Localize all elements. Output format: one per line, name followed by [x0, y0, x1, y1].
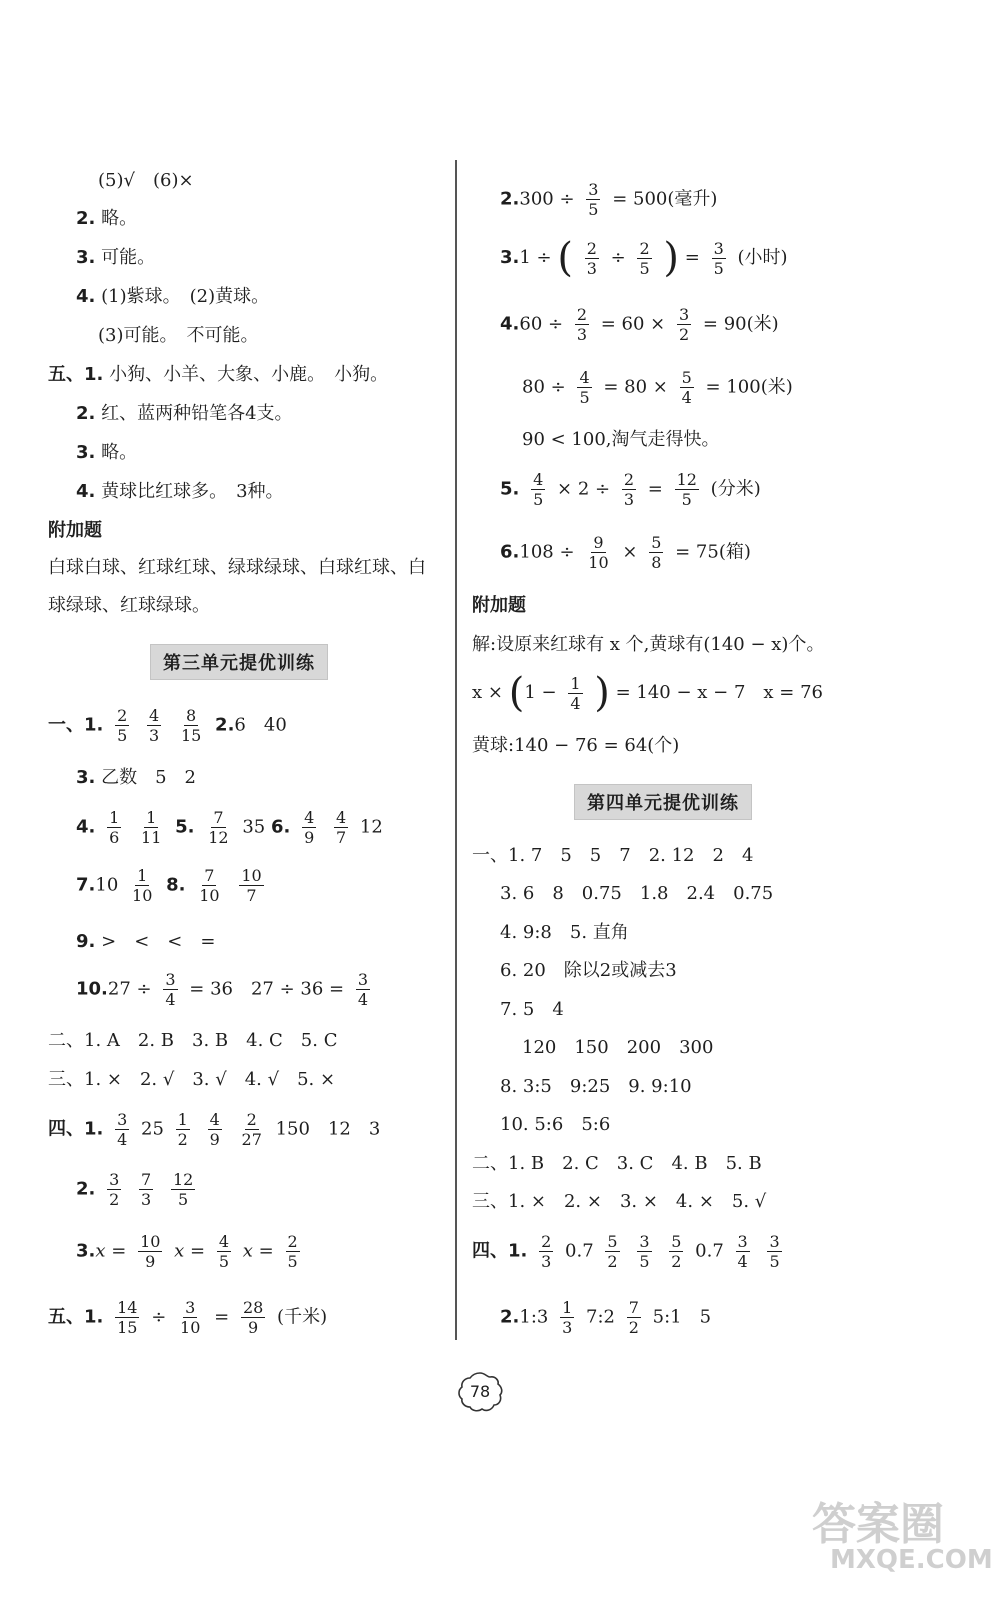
answer-line: 3. 乙数 5 2 [76, 767, 197, 788]
answer-line: 120 150 200 300 [522, 1037, 714, 1058]
answer-line: 二、1. B 2. C 3. C 4. B 5. B [472, 1153, 762, 1174]
answer-line: 4. (1)紫球。 (2)黄球。 [76, 286, 270, 307]
answer-line: 3. 6 8 0.75 1.8 2.4 0.75 [500, 883, 774, 904]
answer-line: 二、1. A 2. B 3. B 4. C 5. C [48, 1030, 338, 1051]
answer-line: 9. > < < = [76, 931, 216, 952]
answer-line: 80 ÷ $\frac{4}{5}$ = 80 × $\frac{5}{4}$ = 100(米) [522, 368, 793, 407]
column-divider [455, 160, 457, 1340]
answer-line: 10.27 ÷ $\frac{3}{4}$ = 36 27 ÷ 36 = $\frac{3}{4}$ [76, 970, 369, 1009]
answer-line: 2. 红、蓝两种铅笔各4支。 [76, 403, 293, 424]
answer-line: 7.10 $\frac{1}{10}$ 8. $\frac{7}{10}$ $\frac{10}{7}$ [76, 866, 262, 905]
answer-line: 8. 3:5 9:25 9. 9:10 [500, 1076, 692, 1097]
answer-line: (3)可能。 不可能。 [98, 325, 259, 346]
answer-line: 2.1:3 $\frac{1}{3}$ 7:2 $\frac{7}{2}$ 5:1 5 [500, 1298, 712, 1337]
answer-line: 四、1. $\frac{2}{3}$ 0.7 $\frac{5}{2}$ $\frac{3}{5}$ $\frac{5}{2}$ 0.7 $\frac{3}{4}$ $\frac{3}{5}$ [472, 1232, 780, 1271]
answer-line: 7. 5 4 [500, 999, 564, 1020]
answer-line: 5. $\frac{4}{5}$ × 2 ÷ $\frac{2}{3}$ = $\frac{12}{5}$ (分米) [500, 470, 761, 509]
answer-line: 6.108 ÷ $\frac{9}{10}$ × $\frac{5}{8}$ = 75(箱) [500, 533, 751, 572]
answer-line: 3.1 ÷ ( $\frac{2}{3}$ ÷ $\frac{2}{5}$ ) = $\frac{3}{5}$ (小时) [500, 235, 788, 281]
answer-line: 3.x = $\frac{10}{9}$ x = $\frac{4}{5}$ x = $\frac{2}{5}$ [76, 1232, 298, 1271]
answer-line: 4. 9:8 5. 直角 [500, 922, 629, 943]
answer-line: 6. 20 除以2或减去3 [500, 960, 677, 981]
answer-line: 10. 5:6 5:6 [500, 1114, 611, 1135]
answer-line: x × (1 − $\frac{1}{4}$ ) = 140 − x − 7 x = 76 [472, 670, 823, 716]
answer-line: 4. 黄球比红球多。 3种。 [76, 481, 284, 502]
answer-line: 球绿球、红球绿球。 [48, 595, 210, 616]
answer-line: 五、1. $\frac{14}{15}$ ÷ $\frac{3}{10}$ = $\frac{28}{9}$ (千米) [48, 1298, 328, 1337]
extra-title: 附加题 [48, 520, 102, 541]
answer-line: 2. $\frac{3}{2}$ $\frac{7}{3}$ $\frac{12}{5}$ [76, 1170, 194, 1209]
answer-line: 4. $\frac{1}{6}$ $\frac{1}{11}$ 5. $\frac{7}{12}$ 35 6. $\frac{4}{9}$ $\frac{4}{7}$ 12 [76, 808, 383, 847]
answer-line: 白球白球、红球红球、绿球绿球、白球红球、白 [48, 557, 426, 578]
answer-line: 2. 略。 [76, 208, 138, 229]
answer-line: 90 < 100,淘气走得快。 [522, 429, 720, 450]
watermark-url: MXQE.COM [830, 1545, 993, 1575]
answer-line: 4.60 ÷ $\frac{2}{3}$ = 60 × $\frac{3}{2}$ = 90(米) [500, 305, 779, 344]
watermark-logo: 答案圈 [812, 1499, 944, 1550]
answer-line: 四、1. $\frac{3}{4}$ 25 $\frac{1}{2}$ $\frac{4}{9}$ $\frac{2}{27}$ 150 12 3 [48, 1110, 381, 1149]
unit3-title: 第三单元提优训练 [150, 644, 328, 680]
answer-line: 3. 可能。 [76, 247, 156, 268]
extra-title: 附加题 [472, 595, 526, 616]
answer-line: 五、1. 小狗、小羊、大象、小鹿。 小狗。 [48, 364, 389, 385]
answer-line: (5)√ (6)× [98, 170, 194, 191]
page-number: 78 [469, 1382, 491, 1401]
page-number-badge [455, 1370, 505, 1414]
answer-line: 一、1. 7 5 5 7 2. 12 2 4 [472, 845, 754, 866]
answer-line: 2.300 ÷ $\frac{3}{5}$ = 500(毫升) [500, 180, 718, 219]
answer-line: 黄球:140 − 76 = 64(个) [472, 735, 680, 756]
unit4-title: 第四单元提优训练 [574, 784, 752, 820]
answer-line: 三、1. × 2. × 3. × 4. × 5. √ [472, 1191, 767, 1212]
answer-line: 3. 略。 [76, 442, 138, 463]
answer-line: 一、1. $\frac{2}{5}$ $\frac{4}{3}$ $\frac{8}{15}$ 2.6 40 [48, 706, 287, 745]
answer-line: 三、1. × 2. √ 3. √ 4. √ 5. × [48, 1069, 336, 1090]
answer-line: 解:设原来红球有 x 个,黄球有(140 − x)个。 [472, 634, 825, 655]
